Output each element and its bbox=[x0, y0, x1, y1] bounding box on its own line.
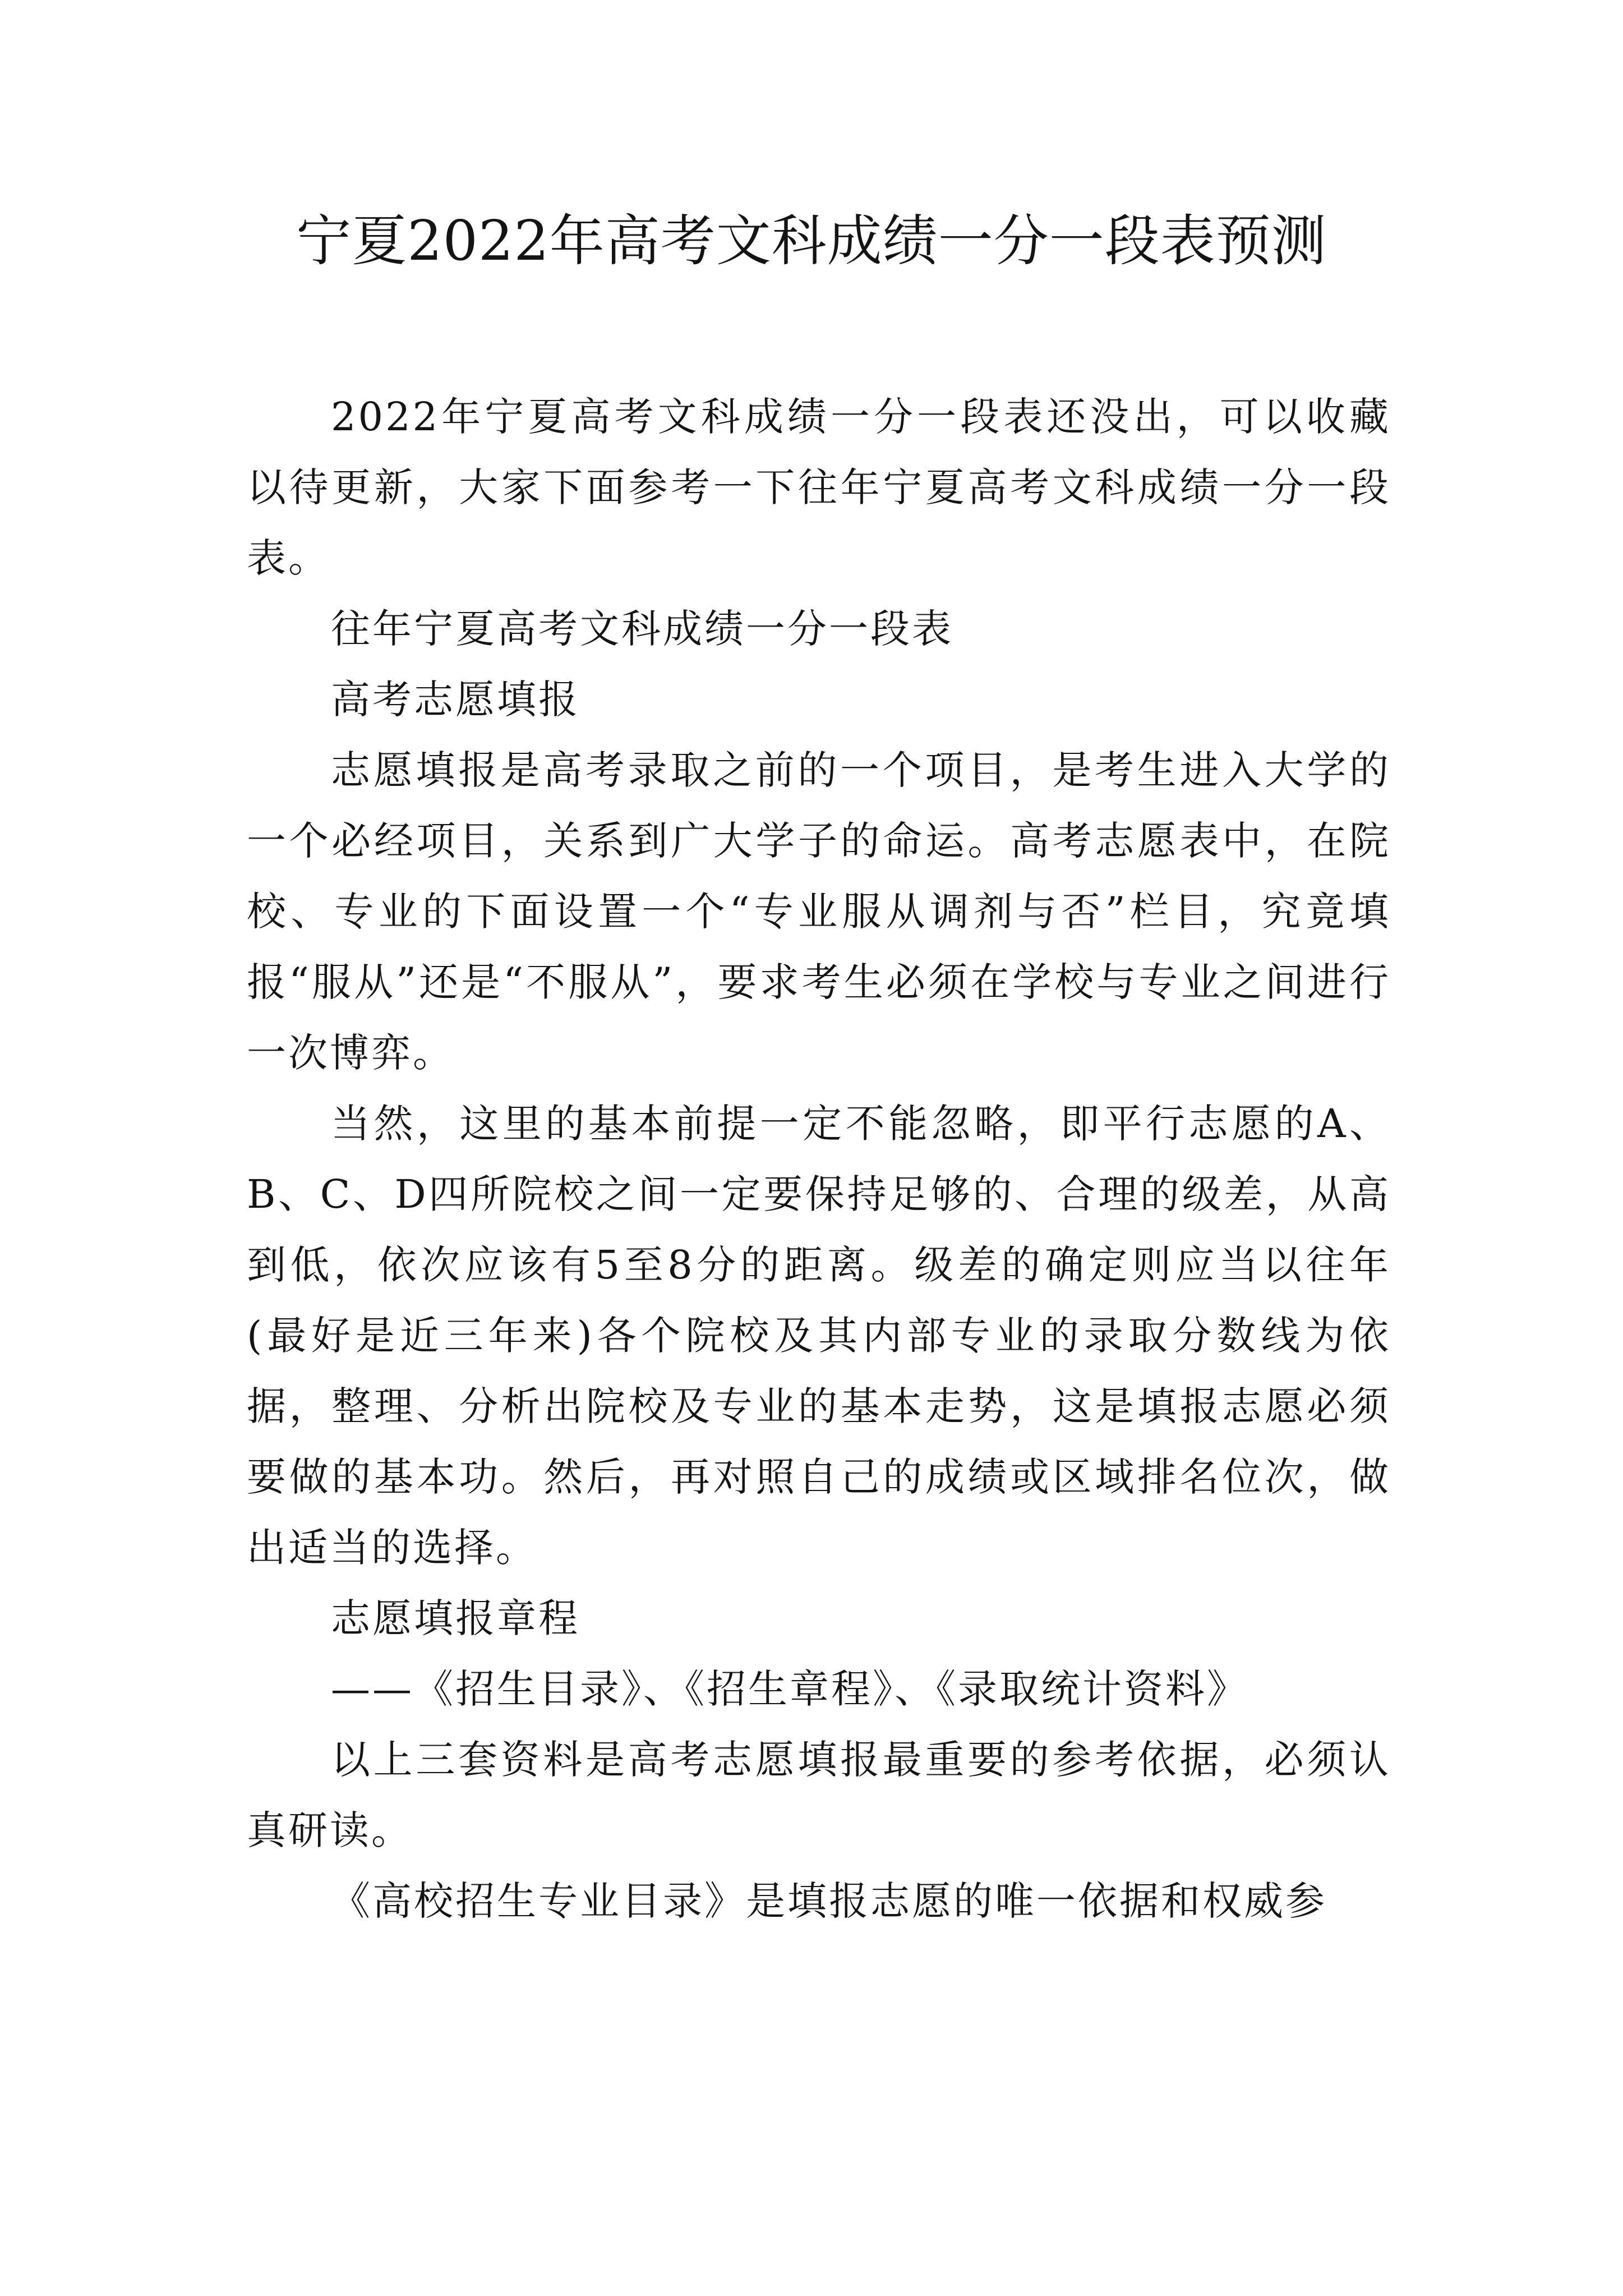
paragraph-application-overview: 志愿填报是高考录取之前的一个项目，是考生进入大学的一个必经项目，关系到广大学子的命运。高考志愿表中，在院校、专业的下面设置一个“专业服从调剂与否”栏目，究竟填报“服从”还是“不服从”，要求考生必须在学校与专业之间进行一次博弈。 bbox=[247, 747, 1391, 1076]
paragraph-score-table-heading: 往年宁夏高考文科成绩一分一段表 bbox=[331, 606, 953, 652]
document-body bbox=[247, 381, 1391, 1936]
paragraph-section-heading: 高考志愿填报 bbox=[331, 677, 580, 723]
paragraph-study-advice: 以上三套资料是高考志愿填报最重要的参考依据，必须认真研读。 bbox=[247, 1737, 1391, 1853]
document-title: 宁夏2022年高考文科成绩一分一段表预测 bbox=[296, 209, 1327, 273]
paragraph-reference-materials: ——《招生目录》、《招生章程》、《录取统计资料》 bbox=[331, 1666, 1248, 1712]
paragraph-rules-heading: 志愿填报章程 bbox=[331, 1595, 580, 1641]
paragraph-intro: 2022年宁夏高考文科成绩一分一段表还没出，可以收藏以待更新，大家下面参考一下往年宁夏高考文科成绩一分一段表。 bbox=[247, 394, 1391, 581]
paragraph-parallel-choices: 当然，这里的基本前提一定不能忽略，即平行志愿的A、B、C、D四所院校之间一定要保持足够的、合理的级差，从高到低，依次应该有5至8分的距离。级差的确定则应当以往年(最好是近三年来)各个院校及其内部专业的录取分数线为依据，整理、分析出院校及专业的基本走势，这是填报志愿必须要做的基本功。然后，再对照自己的成绩或区域排名位次，做出适当的选择。 bbox=[247, 1101, 1391, 1571]
paragraph-catalog-note: 《高校招生专业目录》是填报志愿的唯一依据和权威参 bbox=[331, 1878, 1327, 1924]
